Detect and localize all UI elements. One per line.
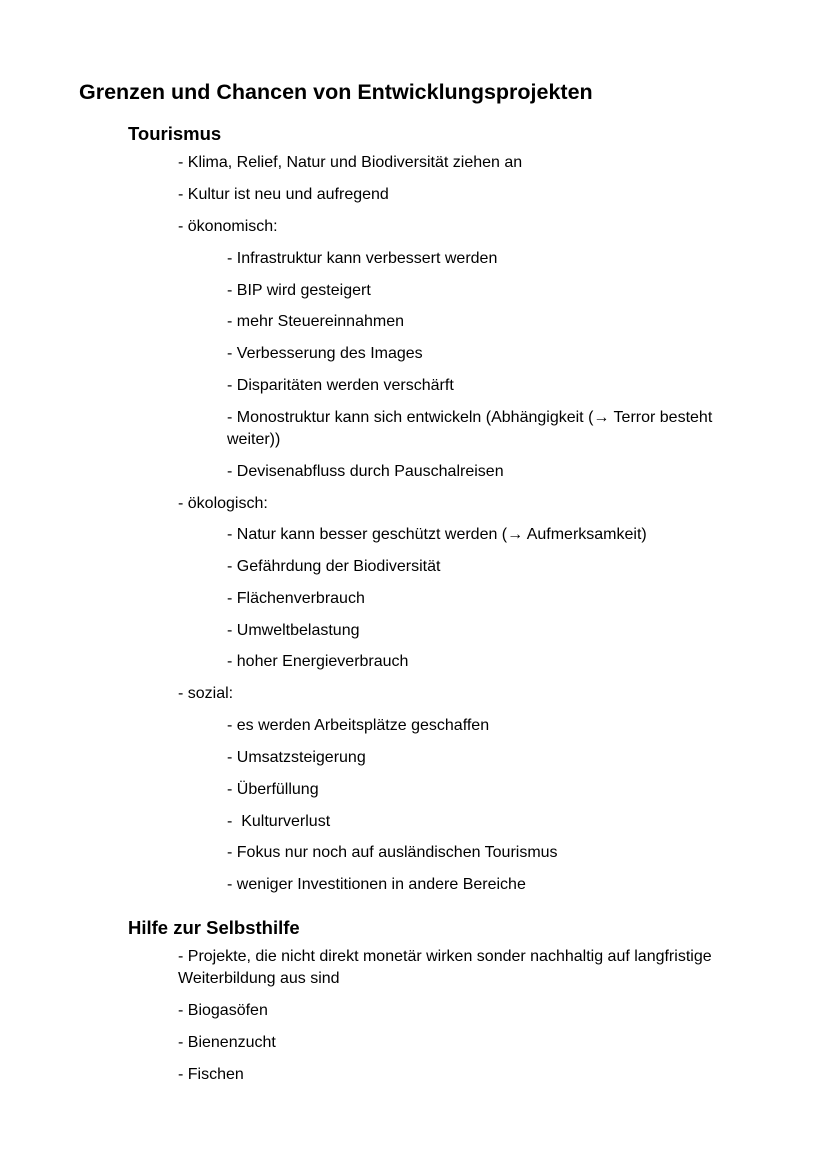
list-item: - Disparitäten werden verschärft <box>227 377 454 394</box>
list-item: - Biogasöfen <box>178 1002 268 1019</box>
list-item: - es werden Arbeitsplätze geschaffen <box>227 717 490 734</box>
list-item: - Fischen <box>178 1066 244 1083</box>
subsection-label-oekonomisch: - ökonomisch: <box>178 218 278 235</box>
list-item: - Projekte, die nicht direkt monetär wirken sonder nachhaltig auf langfristige Weiterbildung aus sind <box>178 948 712 987</box>
subsection-label-sozial: - sozial: <box>178 685 234 702</box>
subsection-label-oekologisch: - ökologisch: <box>178 495 268 512</box>
list-item: - Kulturverlust <box>227 813 331 830</box>
list-item: - Kultur ist neu und aufregend <box>178 186 389 203</box>
list-item: - Monostruktur kann sich entwickeln (Abhängigkeit (→ Terror besteht weiter)) <box>227 409 713 448</box>
list-item: - BIP wird gesteigert <box>227 282 371 299</box>
list-item: - weniger Investitionen in andere Bereiche <box>227 876 526 893</box>
list-item: - Umsatzsteigerung <box>227 749 366 766</box>
list-item: - Flächenverbrauch <box>227 590 365 607</box>
list-item: - Fokus nur noch auf ausländischen Tourismus <box>227 844 558 861</box>
list-item: - Natur kann besser geschützt werden (→ Aufmerksamkeit) <box>227 526 647 543</box>
section-heading-tourismus: Tourismus <box>128 123 222 144</box>
list-item: - Gefährdung der Biodiversität <box>227 558 441 575</box>
list-item: - hoher Energieverbrauch <box>227 653 409 670</box>
page-title: Grenzen und Chancen von Entwicklungsprojekten <box>79 80 593 104</box>
list-item: - Devisenabfluss durch Pauschalreisen <box>227 463 504 480</box>
list-item: - Überfüllung <box>227 781 319 798</box>
list-item: - Bienenzucht <box>178 1034 276 1051</box>
list-item: - mehr Steuereinnahmen <box>227 313 404 330</box>
list-item: - Klima, Relief, Natur und Biodiversität ziehen an <box>178 154 523 171</box>
list-item: - Verbesserung des Images <box>227 345 423 362</box>
list-item: - Umweltbelastung <box>227 622 360 639</box>
section-heading-hilfe: Hilfe zur Selbsthilfe <box>128 917 300 938</box>
list-item: - Infrastruktur kann verbessert werden <box>227 250 498 267</box>
